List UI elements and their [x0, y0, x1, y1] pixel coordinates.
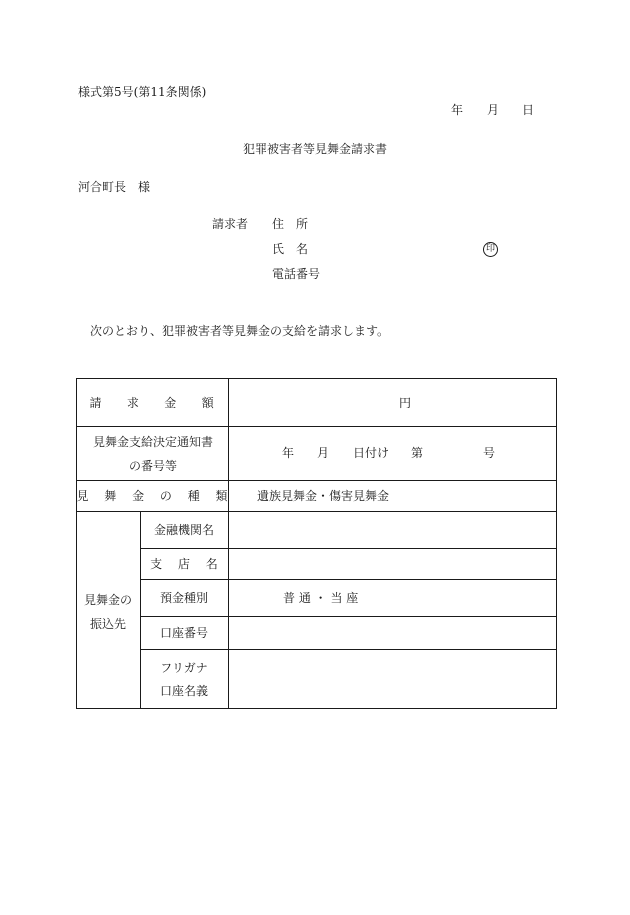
- document-title: 犯罪被害者等見舞金請求書: [242, 142, 388, 156]
- table-divider-transfer: [140, 511, 141, 708]
- branch-label: 支 店 名: [150, 557, 224, 571]
- notice-month: 月: [317, 446, 330, 460]
- claimant-label: 請求者: [212, 217, 249, 231]
- notice-no: 第: [411, 446, 424, 460]
- row-line: [140, 649, 556, 650]
- amount-label: 請 求 金 額: [89, 396, 225, 410]
- row-line: [77, 511, 556, 512]
- date-month-label: 月: [487, 103, 500, 117]
- date-year-label: 年: [451, 103, 464, 117]
- account-no-label: 口座番号: [159, 626, 209, 640]
- transfer-label-line2: 振込先: [89, 617, 127, 631]
- name-label: 氏 名: [272, 242, 309, 256]
- notice-year: 年: [282, 446, 295, 460]
- table-divider-main: [228, 379, 229, 708]
- notice-dated: 日付け: [353, 446, 390, 460]
- row-line: [140, 548, 556, 549]
- date-day-label: 日: [522, 103, 535, 117]
- bank-label: 金融機関名: [153, 523, 215, 537]
- account-name-label: 口座名義: [159, 684, 209, 698]
- transfer-label-line1: 見舞金の: [83, 593, 133, 607]
- row-line: [77, 480, 556, 481]
- type-value: 遺族見舞金・傷害見舞金: [257, 489, 390, 503]
- deposit-type-label: 預金種別: [159, 591, 209, 605]
- notice-label-line2: の番号等: [128, 459, 178, 473]
- form-number: 様式第5号(第11条関係): [78, 85, 207, 99]
- addressee: 河合町長 様: [78, 180, 151, 194]
- deposit-type-value: 普 通 ・ 当 座: [283, 591, 359, 605]
- furigana-label: フリガナ: [160, 661, 208, 675]
- intro-text: 次のとおり、犯罪被害者等見舞金の支給を請求します。: [90, 324, 390, 338]
- amount-unit: 円: [398, 396, 412, 410]
- seal-mark: 印: [483, 242, 498, 257]
- claim-table: [76, 378, 557, 709]
- row-line: [140, 616, 556, 617]
- address-label: 住 所: [272, 217, 309, 231]
- row-line: [140, 579, 556, 580]
- row-line: [77, 426, 556, 427]
- type-label: 見 舞 金 の 種 類: [76, 489, 234, 503]
- notice-label-line1: 見舞金支給決定通知書: [92, 435, 214, 449]
- notice-go: 号: [483, 446, 496, 460]
- phone-label: 電話番号: [272, 267, 321, 281]
